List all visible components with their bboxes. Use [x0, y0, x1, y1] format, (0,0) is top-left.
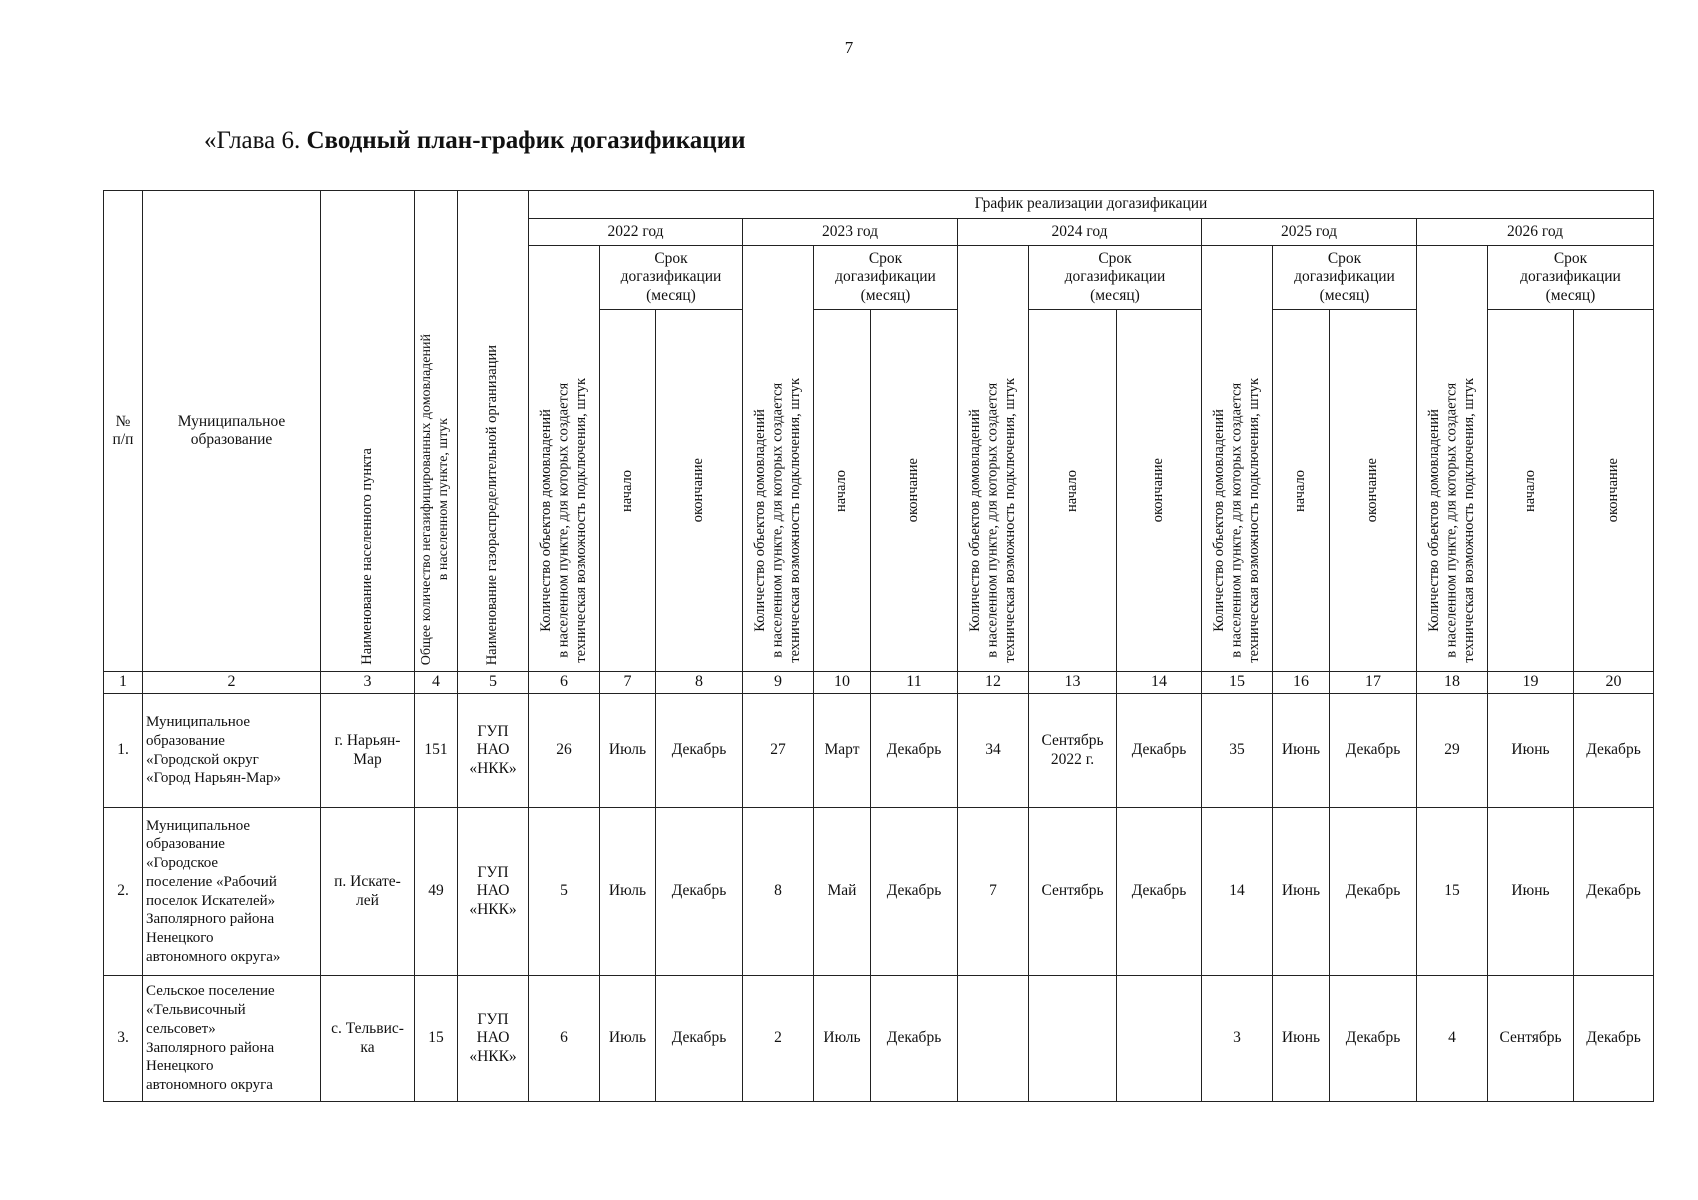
header-end-2025: окончание: [1330, 310, 1417, 672]
row-start: Май: [814, 808, 871, 976]
row-num: 3.: [104, 976, 143, 1102]
header-end-2026: окончание: [1574, 310, 1654, 672]
header-term-2022: Срок догазификации (месяц): [600, 246, 743, 310]
row-qty: 2: [743, 976, 814, 1102]
gasification-schedule-table: [103, 190, 1654, 1102]
header-start-2024: начало: [1029, 310, 1117, 672]
row-gdo: ГУП НАО «НКК»: [458, 808, 529, 976]
row-start: Июнь: [1273, 694, 1330, 808]
header-qty-2023: Количество объектов домовладений в населенном пункте, для которых создается техническая возможность подключения, штук: [743, 246, 814, 672]
row-start: Июль: [600, 976, 656, 1102]
col-number: 4: [415, 672, 458, 694]
header-qty-2025: Количество объектов домовладений в населенном пункте, для которых создается техническая возможность подключения, штук: [1202, 246, 1273, 672]
row-start: Июнь: [1273, 976, 1330, 1102]
col-number: 5: [458, 672, 529, 694]
header-gdo: [458, 191, 529, 672]
chapter-prefix: «Глава 6.: [204, 127, 307, 154]
header-qty-2024: Количество объектов домовладений в населенном пункте, для которых создается техническая возможность подключения, штук: [958, 246, 1029, 672]
row-qty: 15: [1417, 808, 1488, 976]
col-number: 16: [1273, 672, 1330, 694]
row-qty: 14: [1202, 808, 1273, 976]
row-end: Декабрь: [871, 976, 958, 1102]
header-num: № п/п: [104, 191, 143, 672]
row-qty: 35: [1202, 694, 1273, 808]
header-term-2023: Срок догазификации (месяц): [814, 246, 958, 310]
row-start: Март: [814, 694, 871, 808]
header-year-2023: 2023 год: [743, 219, 958, 246]
table-row: [104, 976, 1654, 1102]
header-start-2023: начало: [814, 310, 871, 672]
row-end: Декабрь: [656, 694, 743, 808]
header-year-2022: 2022 год: [529, 219, 743, 246]
row-settlement: г. Нарьян- Мар: [321, 694, 415, 808]
column-number-row: [104, 672, 1654, 694]
col-number: 15: [1202, 672, 1273, 694]
header-term-2025: Срок догазификации (месяц): [1273, 246, 1417, 310]
row-qty: 3: [1202, 976, 1273, 1102]
row-qty: 27: [743, 694, 814, 808]
header-gdo-text: Наименование газораспределительной организации: [484, 344, 501, 665]
row-municipality: Муниципальное образование «Городской округ «Город Нарьян-Мар»: [143, 694, 321, 808]
col-number: 9: [743, 672, 814, 694]
col-number: 8: [656, 672, 743, 694]
row-start: Сентябрь: [1488, 976, 1574, 1102]
col-number: 12: [958, 672, 1029, 694]
row-end: Декабрь: [1117, 808, 1202, 976]
row-start: [1029, 976, 1117, 1102]
col-number: 18: [1417, 672, 1488, 694]
row-qty: 6: [529, 976, 600, 1102]
header-qty-2026: Количество объектов домовладений в населенном пункте, для которых создается техническая возможность подключения, штук: [1417, 246, 1488, 672]
row-end: [1117, 976, 1202, 1102]
row-start: Июль: [814, 976, 871, 1102]
col-number: 13: [1029, 672, 1117, 694]
header-end-2023: окончание: [871, 310, 958, 672]
header-year-2026: 2026 год: [1417, 219, 1654, 246]
row-qty: 34: [958, 694, 1029, 808]
row-end: Декабрь: [1574, 694, 1654, 808]
header-end-2024: окончание: [1117, 310, 1202, 672]
col-number: 6: [529, 672, 600, 694]
row-end: Декабрь: [871, 694, 958, 808]
header-settlement-text: Наименование населенного пункта: [358, 448, 375, 665]
row-gdo: ГУП НАО «НКК»: [458, 694, 529, 808]
row-settlement: п. Искате- лей: [321, 808, 415, 976]
col-number: 10: [814, 672, 871, 694]
row-qty: 4: [1417, 976, 1488, 1102]
col-number: 11: [871, 672, 958, 694]
row-settlement: с. Тельвис- ка: [321, 976, 415, 1102]
row-qty: 5: [529, 808, 600, 976]
col-number: 3: [321, 672, 415, 694]
header-total: [415, 191, 458, 672]
col-number: 7: [600, 672, 656, 694]
row-gdo: ГУП НАО «НКК»: [458, 976, 529, 1102]
row-qty: 26: [529, 694, 600, 808]
row-municipality: Сельское поселение «Тельвисочный сельсовет» Заполярного района Ненецкого автономного округа: [143, 976, 321, 1102]
row-total: 49: [415, 808, 458, 976]
header-municipality: Муниципальное образование: [143, 191, 321, 672]
row-end: Декабрь: [1330, 808, 1417, 976]
row-start: Сентябрь 2022 г.: [1029, 694, 1117, 808]
row-end: Декабрь: [656, 808, 743, 976]
header-term-2026: Срок догазификации (месяц): [1488, 246, 1654, 310]
header-total-text: Общее количество негазифицированных домовладений в населенном пункте, штук: [419, 333, 451, 665]
row-total: 15: [415, 976, 458, 1102]
row-num: 2.: [104, 808, 143, 976]
row-start: Июль: [600, 694, 656, 808]
row-start: Сентябрь: [1029, 808, 1117, 976]
col-number: 17: [1330, 672, 1417, 694]
row-qty: 29: [1417, 694, 1488, 808]
col-number: 14: [1117, 672, 1202, 694]
page-number: 7: [844, 38, 854, 57]
row-start: Июнь: [1488, 694, 1574, 808]
row-start: Июнь: [1273, 808, 1330, 976]
col-number: 20: [1574, 672, 1654, 694]
row-total: 151: [415, 694, 458, 808]
table-row: [104, 808, 1654, 976]
row-end: Декабрь: [656, 976, 743, 1102]
col-number: 1: [104, 672, 143, 694]
row-end: Декабрь: [871, 808, 958, 976]
row-qty: [958, 976, 1029, 1102]
row-qty: 8: [743, 808, 814, 976]
row-qty: 7: [958, 808, 1029, 976]
header-row-schedule: [104, 191, 1654, 219]
header-year-2025: 2025 год: [1202, 219, 1417, 246]
row-end: Декабрь: [1574, 808, 1654, 976]
header-schedule: График реализации догазификации: [529, 191, 1654, 219]
header-end-2022: окончание: [656, 310, 743, 672]
row-end: Декабрь: [1330, 976, 1417, 1102]
col-number: 2: [143, 672, 321, 694]
row-start: Июнь: [1488, 808, 1574, 976]
header-qty-2022: Количество объектов домовладений в населенном пункте, для которых создается техническая возможность подключения, штук: [529, 246, 600, 672]
header-year-2024: 2024 год: [958, 219, 1202, 246]
row-end: Декабрь: [1330, 694, 1417, 808]
header-start-2022: начало: [600, 310, 656, 672]
row-municipality: Муниципальное образование «Городское поселение «Рабочий поселок Искателей» Заполярного района Ненецкого автономного округа»: [143, 808, 321, 976]
header-start-2026: начало: [1488, 310, 1574, 672]
col-number: 19: [1488, 672, 1574, 694]
row-num: 1.: [104, 694, 143, 808]
row-end: Декабрь: [1574, 976, 1654, 1102]
chapter-title: [204, 127, 746, 155]
row-end: Декабрь: [1117, 694, 1202, 808]
table-row: [104, 694, 1654, 808]
header-term-2024: Срок догазификации (месяц): [1029, 246, 1202, 310]
header-settlement: [321, 191, 415, 672]
row-start: Июль: [600, 808, 656, 976]
chapter-heading: Сводный план-график догазификации: [306, 127, 746, 154]
gasification-schedule-table-wrapper: [103, 190, 1654, 1102]
header-start-2025: начало: [1273, 310, 1330, 672]
